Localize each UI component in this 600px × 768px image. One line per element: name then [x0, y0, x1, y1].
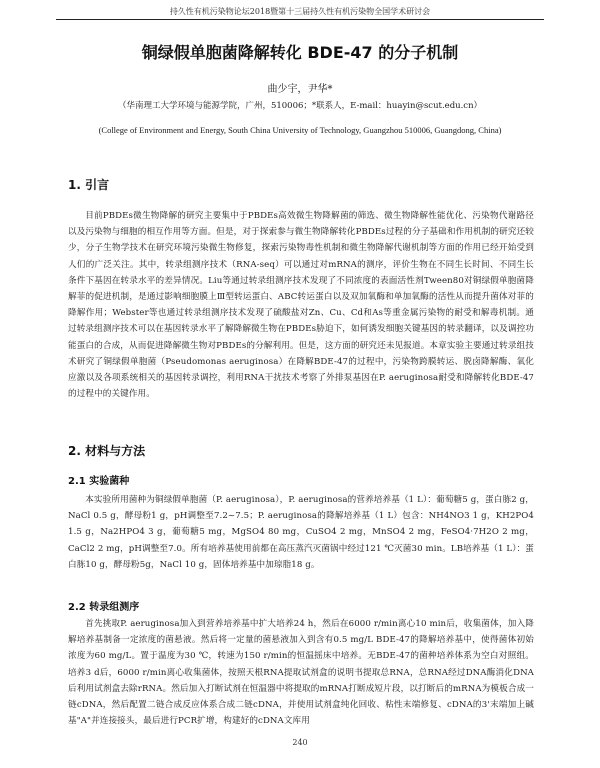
methods-heading: 2. 材料与方法: [68, 444, 146, 458]
running-header: 持久性有机污染物论坛2018暨第十三届持久性有机污染物全国学术研讨会: [169, 7, 431, 16]
authors: 曲少宇，尹华*: [267, 84, 333, 95]
header-rule: [56, 19, 544, 20]
page-number: 240: [292, 738, 308, 747]
intro-paragraph: 目前PBDEs微生物降解的研究主要集中于PBDEs高效微生物降解菌的筛选、微生物降解性能优化、污染物代谢路径以及污染物与细胞的相互作用等方面。但是，对于探索参与微生物降解转化PBDEs过程的分子基础和作用机制的研究还较少，分子生物学技术在研究环境污染微生物修复，探索污染物毒性机制和微生物降解代谢机制等方面的作用已经开始受到人们的广泛关注。其中，转录组测序技术（RNA-seq）可以通过对mRNA的测序，评价生物在不同生长时间、不同生长条件下基因在转录水平的差异情况。Liu等通过转录组测序技术发现了不同浓度的表面活性剂Tween80对铜绿假单胞菌降解菲的促进机制，是通过影响细胞膜上Ⅲ型转运蛋白、ABC转运蛋白以及双加氧酶和单加氧酶的活性从而提升菌体对菲的降解作用；Webster等也通过转录组测序技术发现了硫酸盐对Zn、Cu、Cd和As等重金属污染物的耐受和解毒机制。通过转录组测序技术可以在基因转录水平了解降解微生物在PBDEs胁迫下，如何诱发细胞关键基因的转录翻译，以及调控功能蛋白的合成，从而促进降解微生物对PBDEs的分解利用。但是，这方面的研究还未见报道。本章实验主要通过转录组技术研究了铜绿假单胞菌（Pseudomonas aeruginosa）在降解BDE-47的过程中，污染物跨膜转运、脱卤降解酶、氧化应激以及各项系统相关的基因转录调控，利用RNA干扰技术考察了外排泵基因在P. aeruginosa耐受和降解转化BDE-47的过程中的关键作用。: [68, 211, 534, 400]
intro-heading: 1. 引言: [68, 178, 110, 192]
affiliation-cn: （华南理工大学环境与能源学院，广州，510006；*联系人，E-mail：huayin@scut.edu.cn）: [117, 101, 483, 111]
paper-title: 铜绿假单胞菌降解转化 BDE-47 的分子机制: [141, 43, 459, 62]
subsection-2-1-paragraph: 本实验所用菌种为铜绿假单胞菌（P. aeruginosa），P. aeruginosa的营养培养基（1 L）：葡萄糖5 g，蛋白胨2 g，NaCl 0.5 g，酵母粉1 g，pH调整至7.2~7.5；P. aeruginosa的降解培养基（1 L）包含：NH4NO3 1 g，KH2PO4 1.5 g，Na2HPO4 3 g，葡萄糖5 mg，MgSO4 80 mg，CuSO4 2 mg，MnSO4 2 mg，FeSO4·7H2O 2 mg，CaCl2 2 mg，pH调整至7.0。所有培养基使用前都在高压蒸汽灭菌锅中经过121 ℃灭菌30 min。LB培养基（1 L）：蛋白胨10 g，酵母粉5g，NaCl 10 g，固体培养基中加琼脂18 g。: [68, 495, 534, 570]
subsection-2-2-paragraph: 首先挑取P. aeruginosa加入到营养培养基中扩大培养24 h，然后在6000 r/min离心10 min后，收集菌体，加入降解培养基制备一定浓度的菌悬液。然后将一定量的菌悬液加入到含有0.5 mg/L BDE-47的降解培养基中，使得菌体初始浓度为60 mg/L。置于温度为30 ℃，转速为150 r/min的恒温摇床中培养。无BDE-47的菌种培养体系为空白对照组。培养3 d后，6000 r/min离心收集菌体，按照天根RNA提取试剂盒的说明书提取总RNA，总RNA经过DNA酶消化DNA后利用试剂盒去除rRNA。然后加入打断试剂在恒温器中将提取的mRNA打断成短片段，以打断后的mRNA为模板合成一链cDNA，然后配置二链合成反应体系合成二链cDNA，并使用试剂盒纯化回收、粘性末端修复、cDNA的3'末端加上碱基"A"并连接接头，最后进行PCR扩增，构建好的cDNA文库用: [68, 619, 534, 727]
subsection-2-1-heading: 2.1 实验菌种: [68, 476, 130, 487]
affiliation-en: (College of Environment and Energy, South China University of Technology, Guangzhou 510006, Guangdong, China): [98, 125, 502, 135]
subsection-2-2-heading: 2.2 转录组测序: [68, 602, 140, 613]
